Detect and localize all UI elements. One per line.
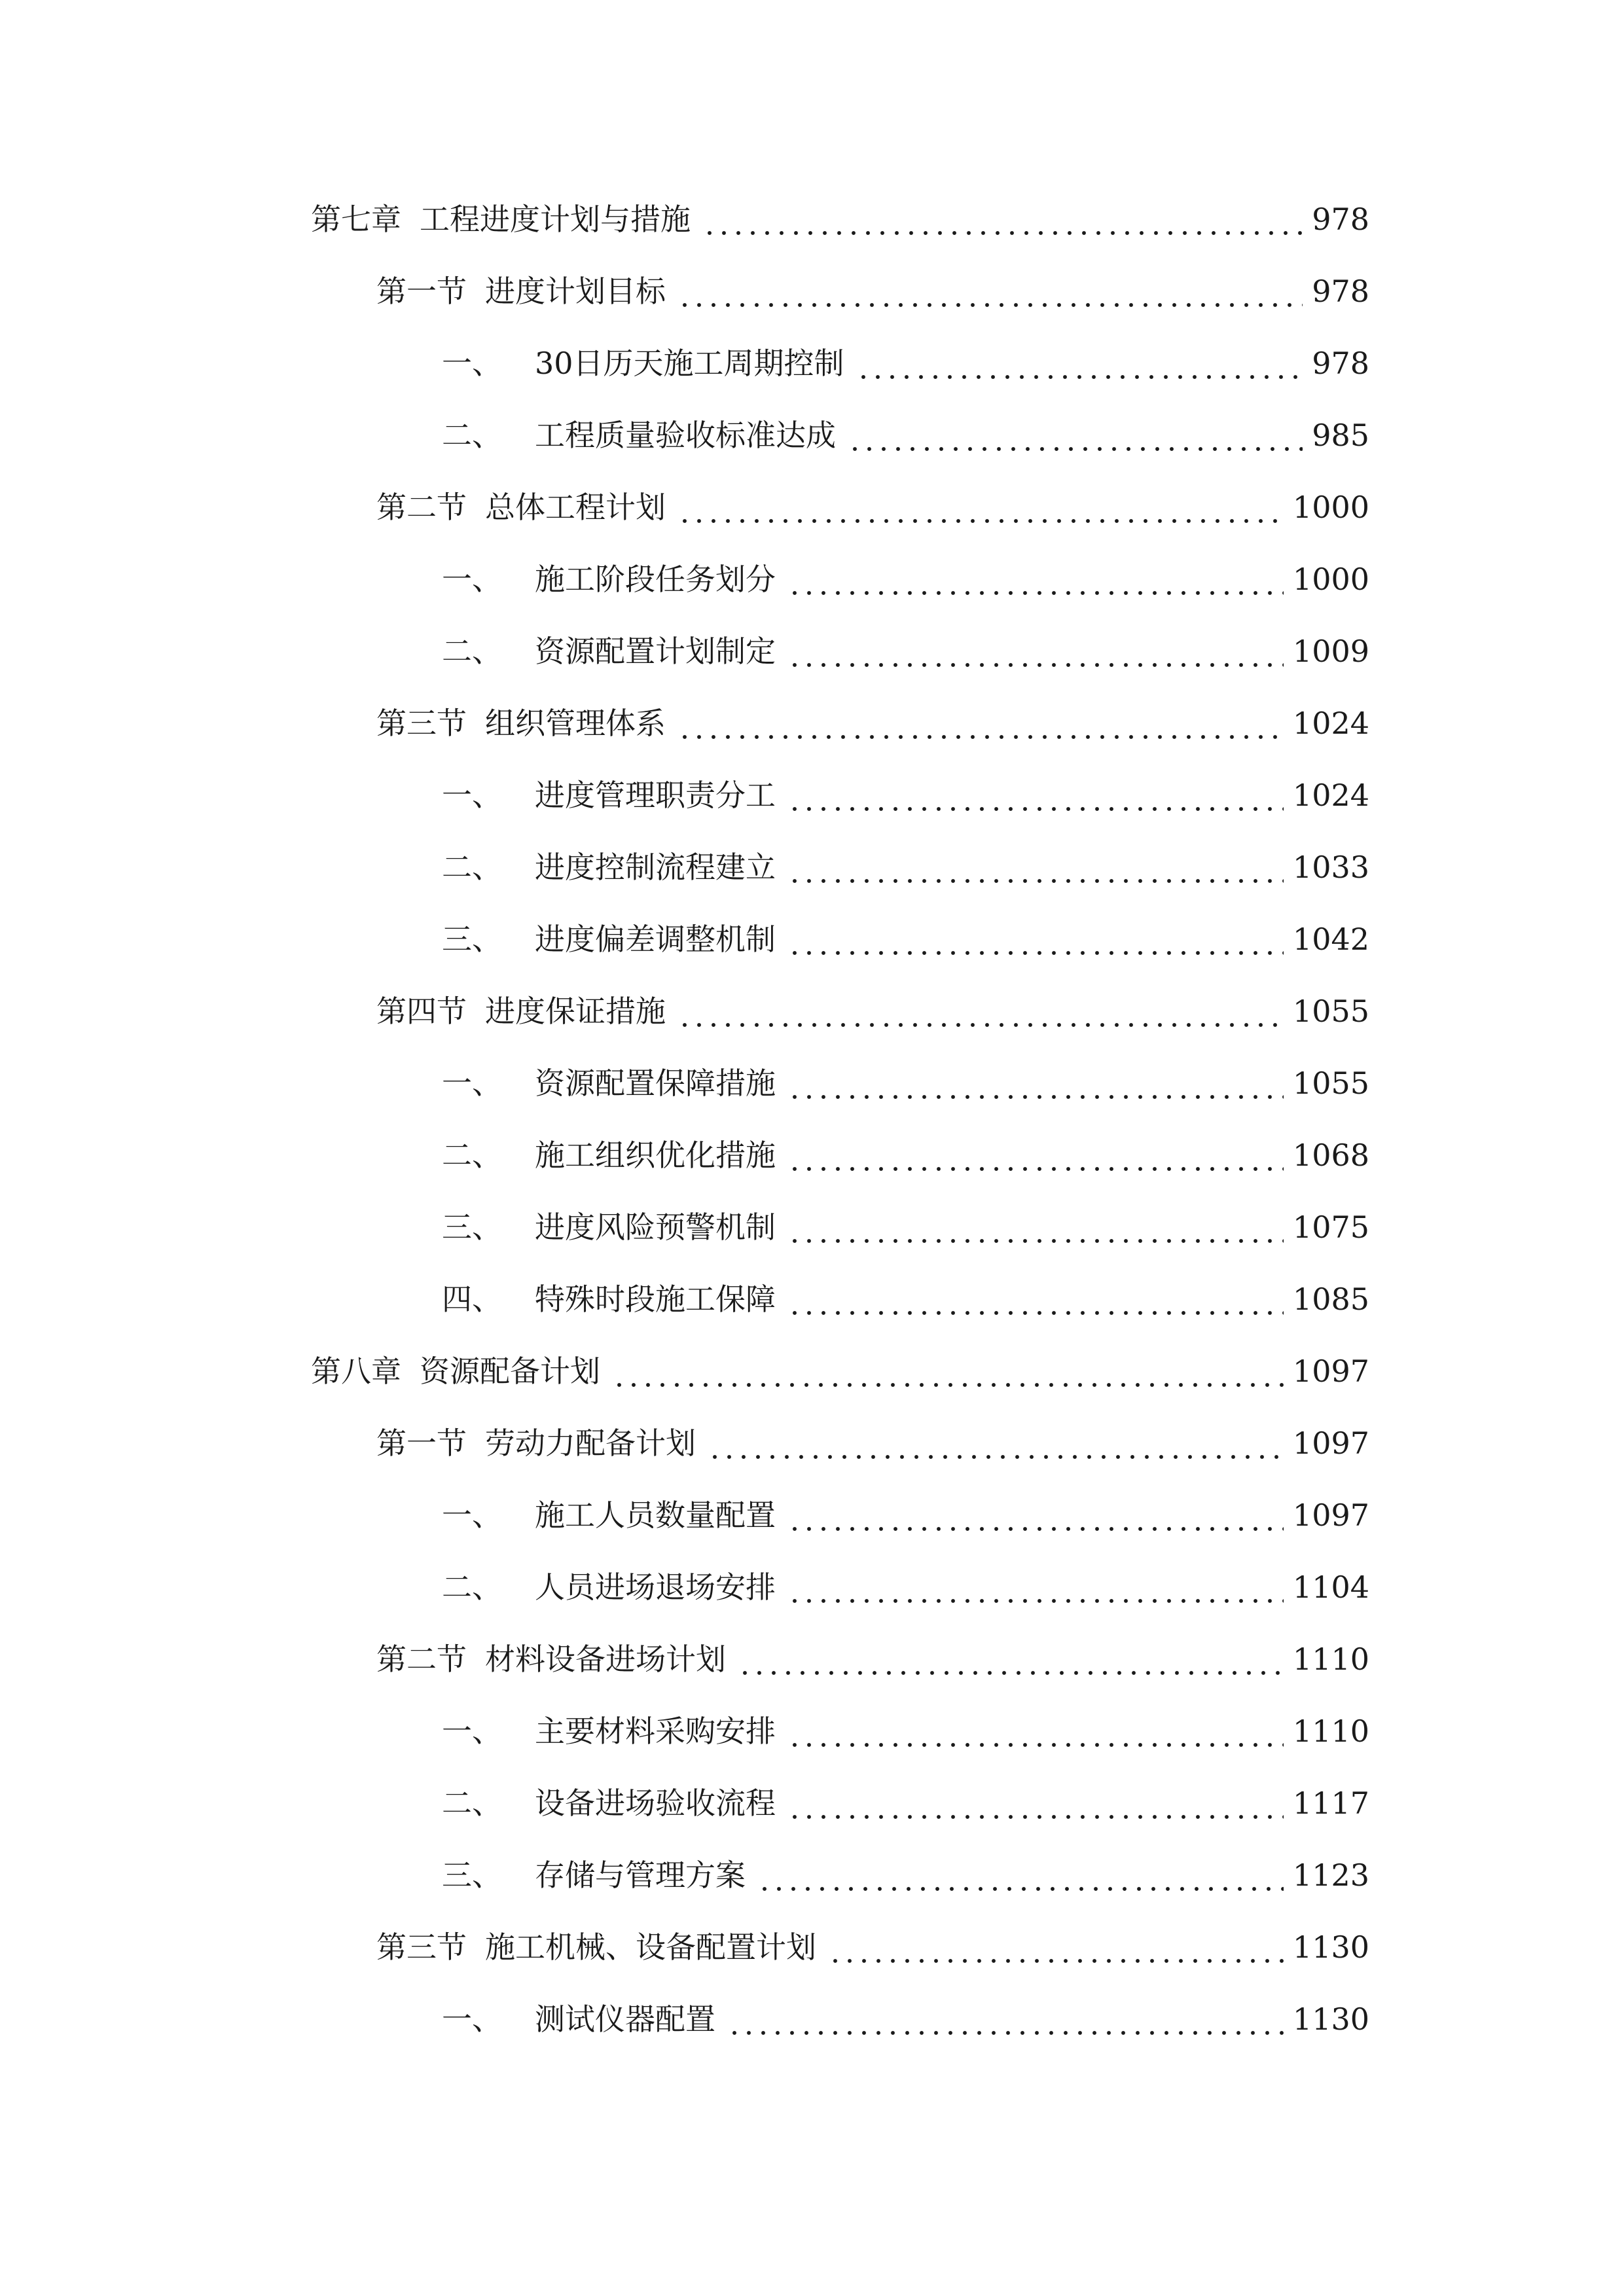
- toc-entry-label: [376, 273, 666, 310]
- toc-entry-number: 一、: [442, 562, 502, 597]
- toc-entry-number: 二、: [442, 1785, 502, 1821]
- dot-leader: [787, 1785, 1284, 1821]
- toc-entry-label: [442, 633, 776, 670]
- toc-entry-number: 二、: [442, 850, 502, 885]
- toc-page-number: 1085: [1292, 1282, 1369, 1317]
- toc-entry-number: 三、: [442, 1210, 502, 1245]
- toc-entry-title: 测试仪器配置: [535, 2001, 715, 2037]
- toc-section-entry[interactable]: [0, 255, 1624, 327]
- toc-section-entry[interactable]: [0, 1623, 1624, 1695]
- toc-page-number: 1097: [1292, 1354, 1369, 1389]
- toc-entry-label: [376, 705, 666, 742]
- toc-entry-title: 施工人员数量配置: [535, 1498, 776, 1533]
- toc-subsection-entry[interactable]: [0, 1191, 1624, 1263]
- toc-entry-title: 进度控制流程建立: [535, 850, 776, 885]
- toc-subsection-entry[interactable]: [0, 1983, 1624, 2055]
- toc-entry-number: 二、: [442, 1570, 502, 1605]
- toc-entry-title: 施工机械、设备配置计划: [485, 1929, 816, 1965]
- toc-section-entry[interactable]: [0, 687, 1624, 759]
- table-of-contents: [0, 183, 1624, 2055]
- dot-leader: [787, 921, 1284, 958]
- toc-entry-label: [442, 1137, 776, 1174]
- toc-entry-label: [442, 1065, 776, 1102]
- toc-entry-label: [376, 1425, 696, 1462]
- toc-entry-title: 材料设备进场计划: [485, 1641, 726, 1677]
- toc-page-number: 1000: [1292, 562, 1369, 597]
- toc-subsection-entry[interactable]: [0, 1695, 1624, 1767]
- toc-page-number: 1097: [1292, 1426, 1369, 1461]
- dot-leader: [787, 1137, 1284, 1174]
- toc-page-number: 1033: [1292, 850, 1369, 885]
- toc-subsection-entry[interactable]: [0, 399, 1624, 471]
- toc-page-number: 1024: [1292, 778, 1369, 813]
- toc-chapter-entry[interactable]: [0, 1335, 1624, 1407]
- dot-leader: [787, 777, 1284, 814]
- toc-entry-number: 第三节: [376, 706, 467, 741]
- toc-entry-label: [442, 2001, 715, 2037]
- toc-section-entry[interactable]: [0, 471, 1624, 543]
- toc-subsection-entry[interactable]: [0, 327, 1624, 399]
- toc-page-number: 1097: [1292, 1498, 1369, 1533]
- toc-entry-title: 特殊时段施工保障: [535, 1282, 776, 1317]
- toc-page-number: 1042: [1292, 922, 1369, 957]
- toc-subsection-entry[interactable]: [0, 1767, 1624, 1839]
- toc-entry-number: 第三节: [376, 1929, 467, 1965]
- toc-page-number: 1009: [1292, 634, 1369, 669]
- toc-page-number: 1068: [1292, 1138, 1369, 1173]
- toc-entry-number: 四、: [442, 1282, 502, 1317]
- toc-subsection-entry[interactable]: [0, 543, 1624, 615]
- toc-entry-number: 第一节: [376, 1426, 467, 1461]
- toc-page-number: 1123: [1292, 1857, 1369, 1893]
- toc-entry-number: 第一节: [376, 274, 467, 309]
- toc-page-number: 1104: [1292, 1570, 1369, 1605]
- toc-subsection-entry[interactable]: [0, 615, 1624, 687]
- toc-entry-number: 第四节: [376, 994, 467, 1029]
- toc-page-number: 978: [1312, 346, 1369, 381]
- toc-entry-title: 资源配备计划: [420, 1354, 600, 1389]
- dot-leader: [708, 1425, 1284, 1462]
- dot-leader: [757, 1857, 1284, 1893]
- toc-entry-label: [376, 1929, 816, 1965]
- dot-leader: [612, 1353, 1284, 1390]
- toc-entry-label: [376, 1641, 726, 1677]
- toc-page-number: 1024: [1292, 706, 1369, 741]
- toc-entry-number: 三、: [442, 922, 502, 957]
- toc-section-entry[interactable]: [0, 1407, 1624, 1479]
- dot-leader: [677, 993, 1284, 1030]
- toc-entry-label: [442, 921, 776, 958]
- toc-section-entry[interactable]: [0, 975, 1624, 1047]
- toc-entry-number: 一、: [442, 1713, 502, 1749]
- toc-chapter-entry[interactable]: [0, 183, 1624, 255]
- toc-entry-number: 一、: [442, 1066, 502, 1101]
- dot-leader: [828, 1929, 1284, 1965]
- toc-entry-number: 二、: [442, 418, 502, 453]
- toc-entry-title: 资源配置保障措施: [535, 1066, 776, 1101]
- toc-entry-label: [442, 417, 836, 454]
- toc-subsection-entry[interactable]: [0, 1551, 1624, 1623]
- toc-entry-title: 资源配置计划制定: [535, 634, 776, 669]
- toc-entry-title: 工程质量验收标准达成: [535, 418, 836, 453]
- toc-section-entry[interactable]: [0, 1911, 1624, 1983]
- dot-leader: [677, 705, 1284, 742]
- toc-entry-title: 组织管理体系: [485, 706, 666, 741]
- toc-subsection-entry[interactable]: [0, 1119, 1624, 1191]
- toc-subsection-entry[interactable]: [0, 759, 1624, 831]
- toc-page-number: 985: [1312, 418, 1369, 453]
- toc-entry-label: [311, 1353, 600, 1390]
- toc-entry-number: 第二节: [376, 490, 467, 525]
- toc-entry-number: 二、: [442, 634, 502, 669]
- toc-page-number: 1110: [1292, 1713, 1369, 1749]
- toc-entry-title: 存储与管理方案: [535, 1857, 746, 1893]
- toc-page-number: 1117: [1292, 1785, 1369, 1821]
- toc-entry-title: 人员进场退场安排: [535, 1570, 776, 1605]
- dot-leader: [856, 345, 1303, 382]
- toc-page-number: 978: [1312, 274, 1369, 309]
- toc-entry-label: [442, 1713, 776, 1749]
- toc-page-number: 1055: [1292, 1066, 1369, 1101]
- toc-entry-label: [442, 561, 776, 598]
- toc-entry-title: 主要材料采购安排: [535, 1713, 776, 1749]
- toc-entry-number: 第八章: [311, 1354, 401, 1389]
- toc-subsection-entry[interactable]: [0, 1263, 1624, 1335]
- toc-entry-title: 进度偏差调整机制: [535, 922, 776, 957]
- toc-entry-title: 进度管理职责分工: [535, 778, 776, 813]
- toc-page-number: 1130: [1292, 2001, 1369, 2037]
- dot-leader: [787, 1281, 1284, 1318]
- toc-entry-number: 一、: [442, 2001, 502, 2037]
- dot-leader: [787, 1209, 1284, 1246]
- toc-page-number: 1055: [1292, 994, 1369, 1029]
- toc-entry-number: 三、: [442, 1857, 502, 1893]
- toc-entry-title: 工程进度计划与措施: [420, 202, 691, 237]
- toc-subsection-entry[interactable]: [0, 1479, 1624, 1551]
- toc-page-number: 978: [1312, 202, 1369, 237]
- toc-entry-title: 施工组织优化措施: [535, 1138, 776, 1173]
- toc-entry-title: 总体工程计划: [485, 490, 666, 525]
- toc-entry-label: [442, 1281, 776, 1318]
- toc-entry-label: [442, 1785, 776, 1821]
- toc-page-number: 1130: [1292, 1929, 1369, 1965]
- dot-leader: [787, 849, 1284, 886]
- dot-leader: [787, 561, 1284, 598]
- toc-entry-title: 进度计划目标: [485, 274, 666, 309]
- toc-entry-label: [311, 201, 691, 238]
- toc-entry-label: [376, 993, 666, 1030]
- dot-leader: [848, 417, 1303, 454]
- toc-entry-number: 一、: [442, 778, 502, 813]
- toc-entry-title: 进度风险预警机制: [535, 1210, 776, 1245]
- toc-entry-number: 一、: [442, 346, 502, 381]
- toc-subsection-entry[interactable]: [0, 1047, 1624, 1119]
- toc-entry-label: [442, 777, 776, 814]
- dot-leader: [787, 1713, 1284, 1749]
- dot-leader: [787, 1497, 1284, 1534]
- toc-entry-title: 施工阶段任务划分: [535, 562, 776, 597]
- toc-page-number: 1110: [1292, 1641, 1369, 1677]
- toc-subsection-entry[interactable]: [0, 831, 1624, 903]
- toc-entry-number: 二、: [442, 1138, 502, 1173]
- toc-page-number: 1000: [1292, 490, 1369, 525]
- dot-leader: [738, 1641, 1284, 1677]
- dot-leader: [727, 2001, 1284, 2037]
- dot-leader: [677, 273, 1303, 310]
- toc-entry-title: 进度保证措施: [485, 994, 666, 1029]
- toc-subsection-entry[interactable]: [0, 903, 1624, 975]
- toc-entry-title: 劳动力配备计划: [485, 1426, 696, 1461]
- dot-leader: [702, 201, 1303, 238]
- dot-leader: [677, 489, 1284, 526]
- toc-entry-label: [442, 1857, 746, 1893]
- toc-entry-label: [376, 489, 666, 526]
- toc-entry-title: 设备进场验收流程: [535, 1785, 776, 1821]
- toc-entry-label: [442, 345, 844, 382]
- toc-entry-label: [442, 1209, 776, 1246]
- dot-leader: [787, 633, 1284, 670]
- toc-subsection-entry[interactable]: [0, 1839, 1624, 1911]
- dot-leader: [787, 1569, 1284, 1605]
- toc-entry-number: 一、: [442, 1498, 502, 1533]
- toc-page-number: 1075: [1292, 1210, 1369, 1245]
- toc-entry-label: [442, 849, 776, 886]
- toc-entry-number: 第二节: [376, 1641, 467, 1677]
- toc-entry-title: 30日历天施工周期控制: [535, 346, 844, 381]
- toc-entry-label: [442, 1497, 776, 1534]
- toc-entry-number: 第七章: [311, 202, 401, 237]
- dot-leader: [787, 1065, 1284, 1102]
- toc-entry-label: [442, 1569, 776, 1605]
